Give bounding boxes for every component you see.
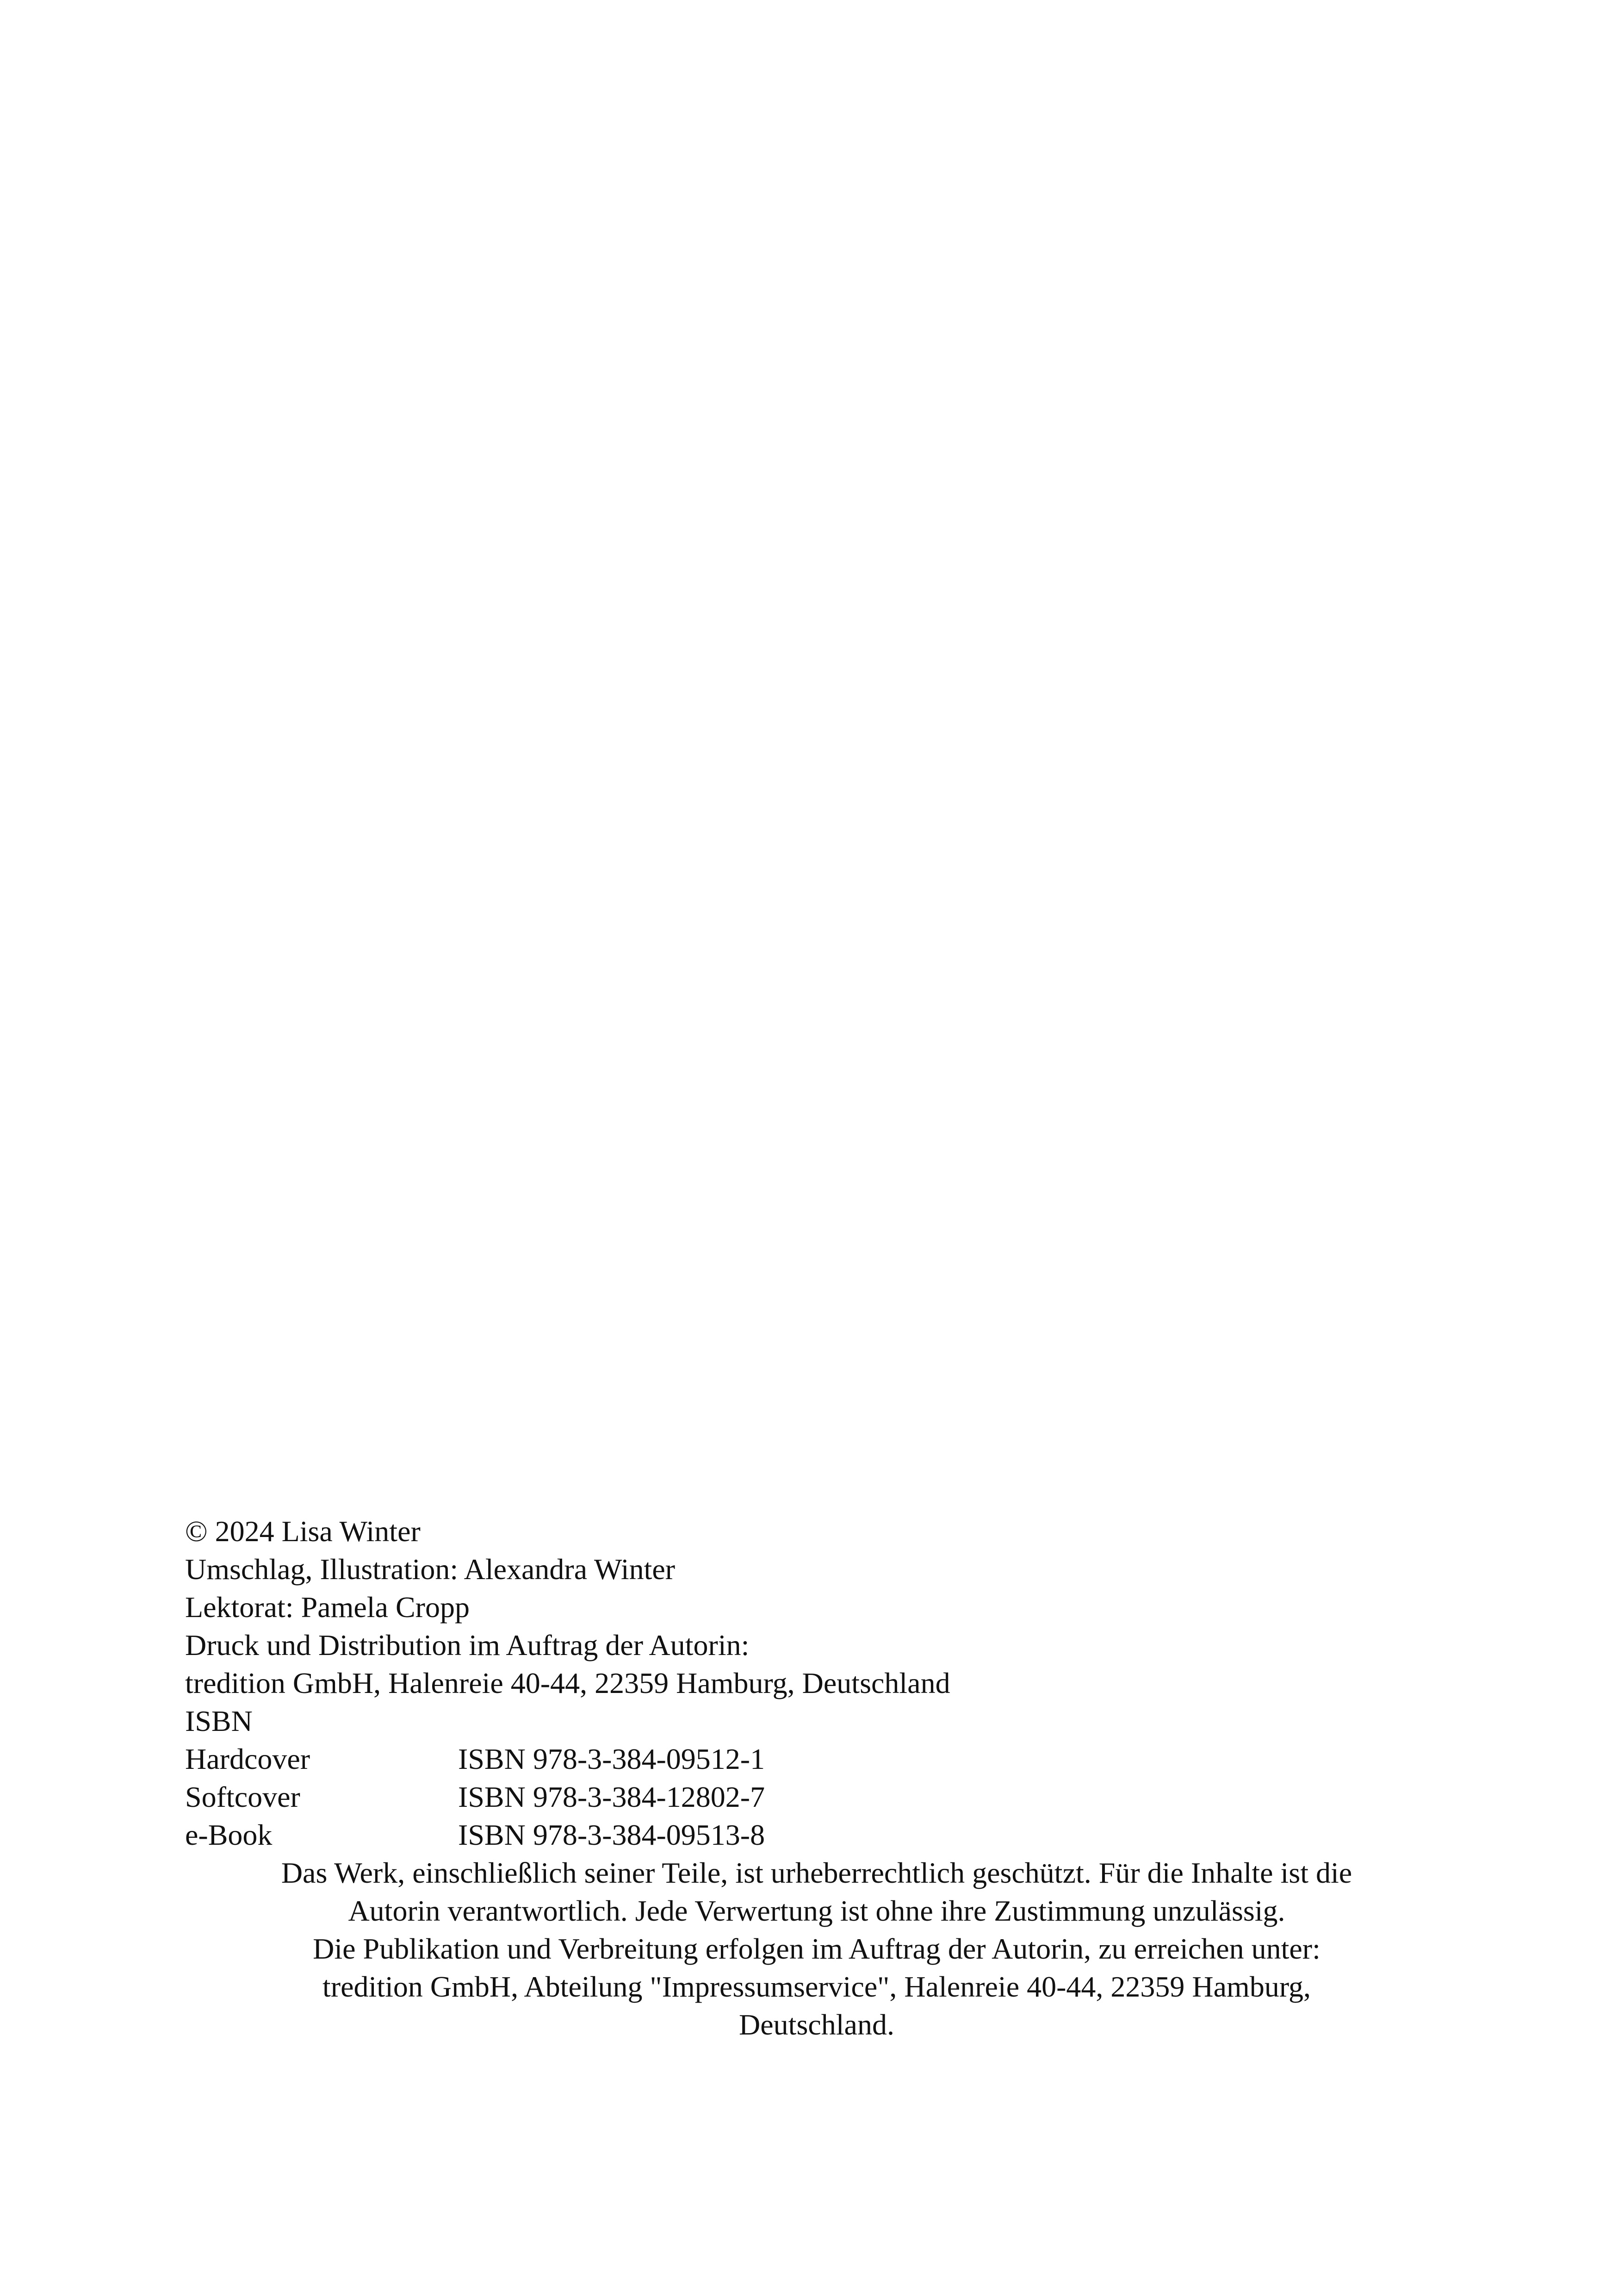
copyright-notice: [185, 1854, 1448, 2044]
notice-line: Deutschland.: [739, 2008, 894, 2041]
isbn-number: ISBN 978-3-384-09512-1: [458, 1742, 765, 1775]
isbn-number: ISBN 978-3-384-12802-7: [458, 1780, 765, 1813]
isbn-format-label: Softcover: [185, 1780, 300, 1813]
isbn-format-label: e-Book: [185, 1818, 273, 1851]
isbn-row-ebook: [185, 1816, 1448, 1854]
isbn-heading: ISBN: [185, 1705, 253, 1737]
isbn-number: ISBN 978-3-384-09513-8: [458, 1818, 765, 1851]
notice-line: tredition GmbH, Abteilung "Impressumservice", Halenreie 40-44, 22359 Hamburg,: [322, 1970, 1311, 2003]
cover-credit-line: Umschlag, Illustration: Alexandra Winter: [185, 1553, 676, 1586]
isbn-format-label: Hardcover: [185, 1742, 310, 1775]
copyright-line: © 2024 Lisa Winter: [185, 1515, 421, 1548]
printing-intro-line: Druck und Distribution im Auftrag der Autorin:: [185, 1629, 750, 1661]
notice-line: Autorin verantwortlich. Jede Verwertung ist ohne ihre Zustimmung unzulässig.: [348, 1894, 1285, 1927]
editing-credit-line: Lektorat: Pamela Cropp: [185, 1591, 470, 1624]
notice-line: Das Werk, einschließlich seiner Teile, ist urheberrechtlich geschützt. Für die Inhalte ist die: [281, 1856, 1352, 1889]
notice-line: Die Publikation und Verbreitung erfolgen im Auftrag der Autorin, zu erreichen unter:: [313, 1932, 1320, 1965]
isbn-row-hardcover: [185, 1740, 1448, 1778]
imprint-block: [185, 1512, 1448, 2044]
publisher-address-line: tredition GmbH, Halenreie 40-44, 22359 Hamburg, Deutschland: [185, 1667, 950, 1699]
isbn-row-softcover: [185, 1778, 1448, 1816]
